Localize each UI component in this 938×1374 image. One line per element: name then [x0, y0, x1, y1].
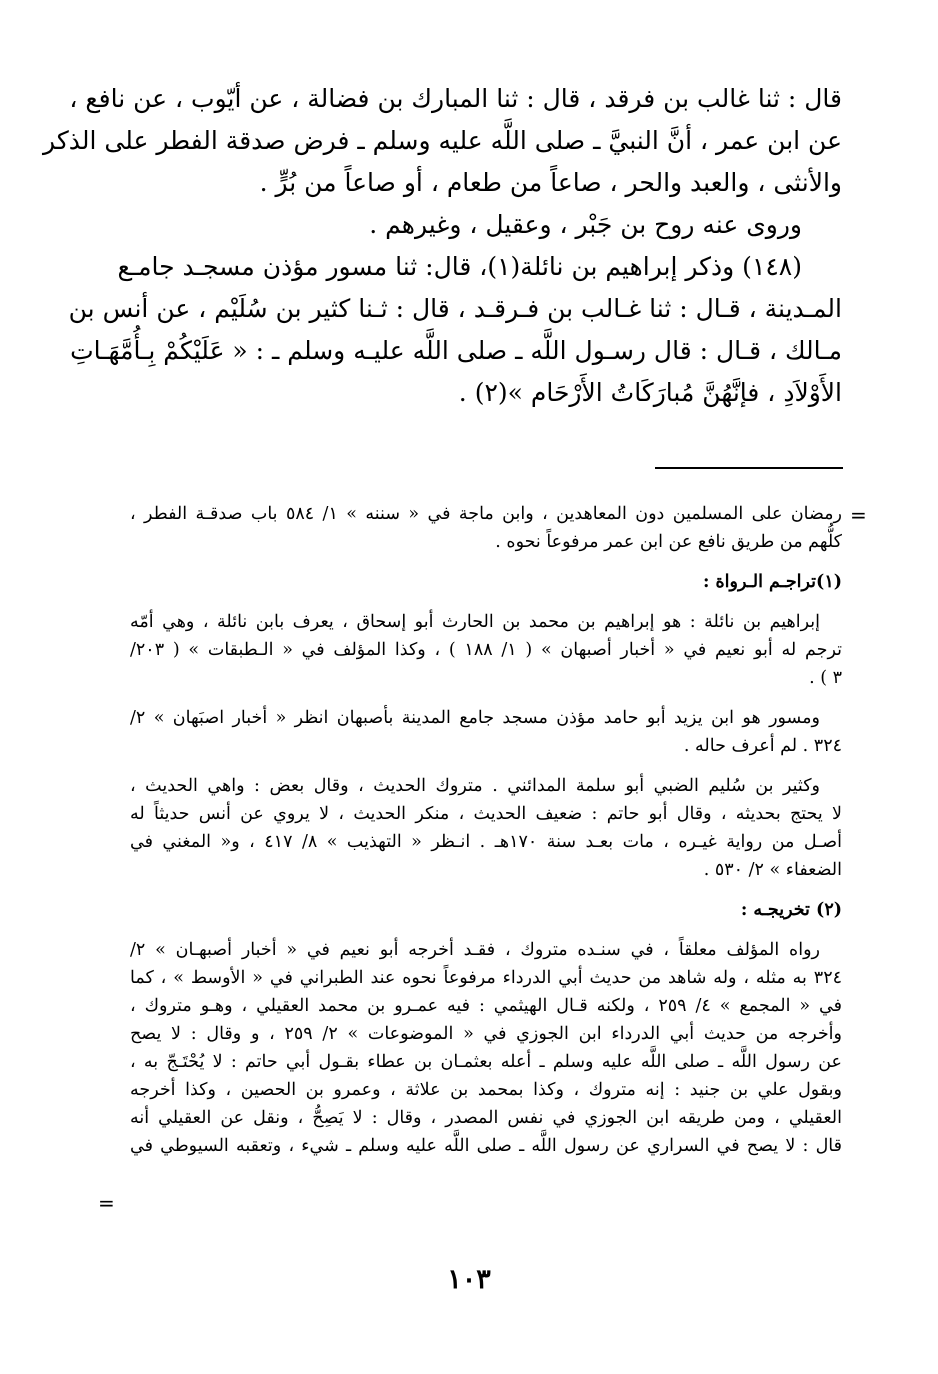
- hadith-148-line: الأَوْلاَدِ ، فإنَّهُنَّ مُبارَكَاتُ الأَرْحَام »(٢) .: [458, 378, 842, 407]
- footnote-2-line: وبقول علي بن جنيد : إنه متروك ، وكذا بمحمد بن علاثة ، وعمرو بن الحصين ، وكذا أخرجه: [130, 1080, 842, 1100]
- main-line: عن ابن عمر ، أنَّ النبيَّ ـ صلى اللَّه عليه وسلم ـ فرض صدقة الفطر على الذكر: [43, 126, 842, 155]
- footnote-1-line: ومسور هو ابن يزيد أبو حامد مؤذن مسجد جامع المدينة بأصبهان انظر « أخبار اصبَهان » ٢/: [130, 708, 820, 728]
- footnote-2-line: رواه المؤلف معلقاً ، في سنـده متروك ، فقـد أخرجه أبو نعيم في « أخبار أصبهـان » ٢/: [130, 940, 820, 960]
- main-line: قال : ثنا غالب بن فرقد ، قال : ثنا المبارك بن فضالة ، عن أيّوب ، عن نافع ،: [69, 84, 842, 113]
- continuation-mark-bottom: =: [98, 1191, 115, 1215]
- footnote-1-line: لا يحتج بحديثه ، وقال أبو حاتم : ضعيف الحديث ، منكر الحديث ، لا يروي عن أنس حديثاً له: [130, 804, 842, 824]
- main-text: [43, 78, 842, 414]
- footnote-2-line: العقيلي ، ومن طريقه ابن الجوزي في نفس المصدر ، وقال : لا يَصِحُّ ، ونقل عن العقيلي أنه: [130, 1108, 842, 1128]
- footnote-2-heading: (٢) تخريجـه :: [740, 900, 842, 920]
- footnote-2-line: في « المجمع » ٤/ ٢٥٩ ، ولكنه قـال الهيثمي : فيه عمـرو بن محمد العقيلي ، وهـو متروك ،: [130, 996, 842, 1016]
- footnote-1-line: ٣ ) .: [809, 668, 842, 688]
- footnote-1-line: إبراهيم بن نائلة : هو إبراهيم بن محمد بن الحارث أبو إسحاق ، يعرف بابن نائلة ، وهي أمّه: [130, 612, 820, 632]
- hadith-148-line: (١٤٨) وذكر إبراهيم بن نائلة(١)، قال: ثنا مسور مؤذن مسجـد جامـع: [117, 252, 802, 281]
- footnote-2-line: ٣٢٤ به مثله ، وله شاهد من حديث أبي الدرداء مرفوعاً نحوه عند الطبراني في « الأوسط » ، كما: [130, 968, 842, 988]
- footnote-1-line: ترجم له أبو نعيم في « أخبار أصبهان » ( ١/ ١٨٨ ) ، وكذا المؤلف في « الـطبقات » ( ٢٠٣/: [130, 640, 842, 660]
- footnote-1-line: أصـل من رواية غيـره ، مات بعـد سنة ١٧٠هـ . انـظر « التهذيب » ٨/ ٤١٧ ، و« المغني في: [130, 832, 842, 852]
- footnote-2-line: قال : لا يصح في السراري عن رسول اللَّه ـ صلى اللَّه عليه وسلم ـ شيء ، وتعقبه السيوطي في: [130, 1136, 842, 1156]
- footnote-1-line: الضعفاء » ٢/ ٥٣٠ .: [703, 860, 842, 880]
- footnote-1-heading: (١)تراجـم الـرواة :: [702, 572, 842, 592]
- footnote-2-line: عن رسول اللَّه ـ صلى اللَّه عليه وسلم ـ أعله بعثمـان بن عطاء بقـول أبي حاتم : لا يُحْتَـجّ به ،: [130, 1052, 842, 1072]
- continuation-mark: =: [850, 503, 867, 527]
- hadith-148-line: المـدينة ، قـال : ثنا غـالب بن فـرقـد ، قال : ثـنا كثير بن سُلَيْم ، عن أنس بن: [68, 294, 842, 323]
- main-line: والأنثى ، والعبد والحر ، صاعاً من طعام ، أو صاعاً من بُرٍّ .: [259, 168, 842, 197]
- footnote-separator: [655, 467, 843, 469]
- footnote-1-line: وكثير بن سُليم الضبي أبو سلمة المدائني . متروك الحديث ، وقال بعض : واهي الحديث ،: [130, 776, 820, 796]
- hadith-148-line: مـالك ، قـال : قال رسـول اللَّه ـ صلى اللَّه عليـه وسلم ـ : « عَلَيْكُمْ بِـأُمَّهَـاتِ: [70, 336, 842, 365]
- page-number: ١٠٣: [447, 1264, 491, 1295]
- footnote-continued-line: رمضان على المسلمين دون المعاهدين ، وابن ماجة في « سننه » ١/ ٥٨٤ باب صدقـة الفطر ،: [130, 504, 842, 524]
- footnote-1-line: ٣٢٤ . لم أعرف حاله .: [683, 736, 842, 756]
- footnote-2-line: وأخرجه من حديث أبي الدرداء ابن الجوزي في « الموضوعات » ٢/ ٢٥٩ ، و وقال : لا يصح: [130, 1024, 842, 1044]
- footnotes: [130, 500, 842, 1160]
- footnote-continued-line: كلُّهم من طريق نافع عن ابن عمر مرفوعاً نحوه .: [495, 532, 842, 552]
- main-line: وروى عنه روح بن جَبْر ، وعقيل ، وغيرهم .: [369, 210, 802, 239]
